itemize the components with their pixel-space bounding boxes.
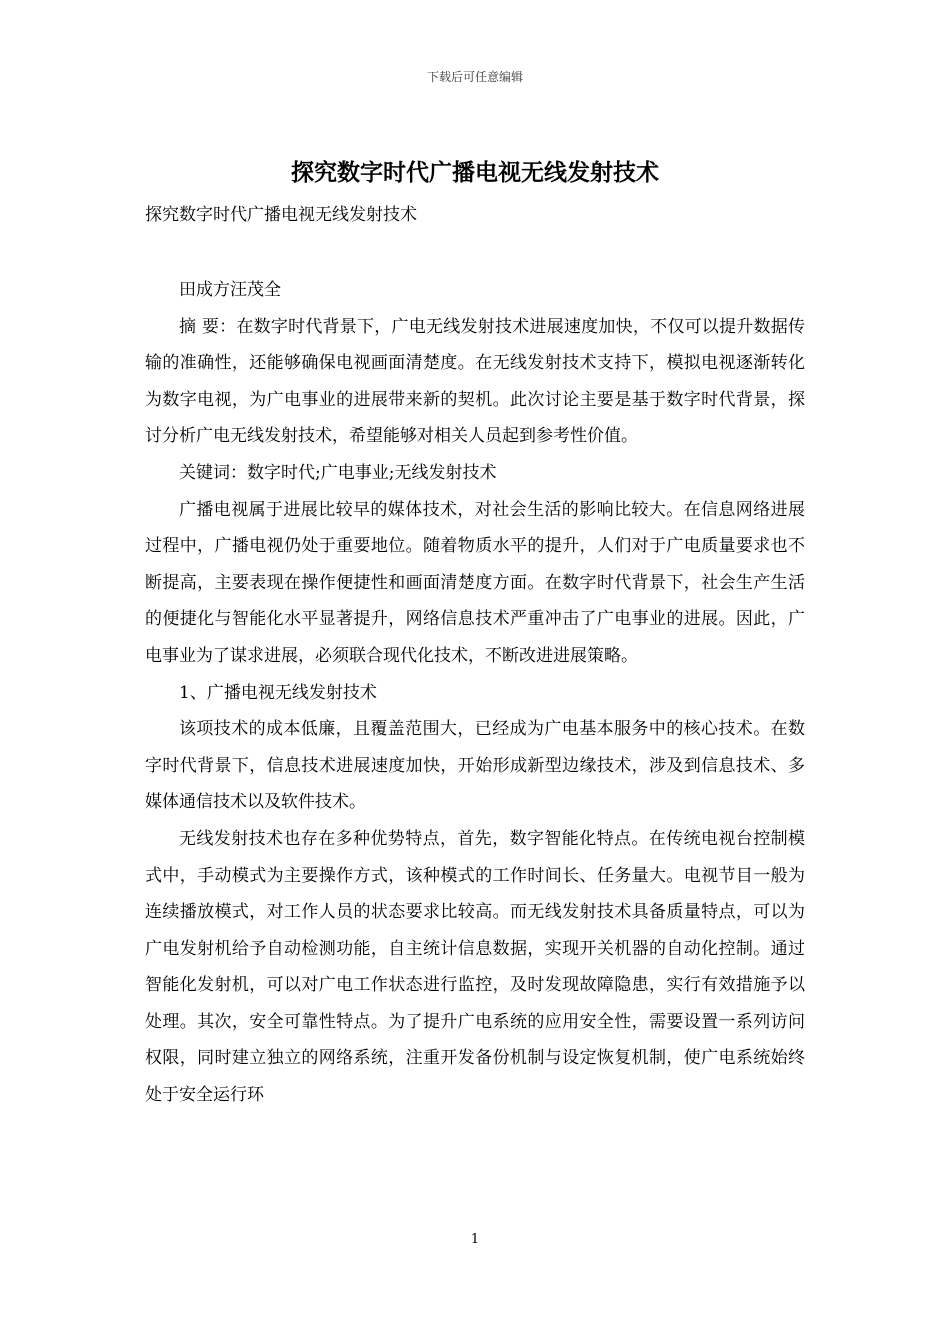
keywords-line: 关键词：数字时代;广电事业;无线发射技术 xyxy=(179,462,497,483)
body-paragraph: 广播电视属于进展比较早的媒体技术，对社会生活的影响比较大。在信息网络进展过程中，广播电视仍处于重要地位。随着物质水平的提升，人们对于广电质量要求也不断提高，主要表现在操作便捷性和画面清楚度方面。在数字时代背景下，社会生产生活的便捷化与智能化水平显著提升，网络信息技术严重冲击了广电事业的进展。因此，广电事业为了谋求进展，必须联合现代化技术，不断改进进展策略。 xyxy=(145,499,805,666)
page-header-note: 下载后可任意编辑 xyxy=(426,70,523,84)
document-title: 探究数字时代广播电视无线发射技术 xyxy=(291,159,659,186)
body-paragraph: 该项技术的成本低廉，且覆盖范围大，已经成为广电基本服务中的核心技术。在数字时代背景下，信息技术进展速度加快，开始形成新型边缘技术，涉及到信息技术、多媒体通信技术以及软件技术。 xyxy=(145,719,805,813)
abstract-paragraph: 摘 要：在数字时代背景下，广电无线发射技术进展速度加快，不仅可以提升数据传输的准确性，还能够确保电视画面清楚度。在无线发射技术支持下，模拟电视逐渐转化为数字电视，为广电事业的进展带来新的契机。此次讨论主要是基于数字时代背景，探讨分析广电无线发射技术，希望能够对相关人员起到参考性价值。 xyxy=(145,316,805,447)
body-paragraph: 无线发射技术也存在多种优势特点，首先，数字智能化特点。在传统电视台控制模式中，手动模式为主要操作方式，该种模式的工作时间长、任务量大。电视节目一般为连续播放模式，对工作人员的状态要求比较高。而无线发射技术具备质量特点，可以为广电发射机给予自动检测功能，自主统计信息数据，实现开关机器的自动化控制。通过智能化发射机，可以对广电工作状态进行监控，及时发现故障隐患，实行有效措施予以处理。其次，安全可靠性特点。为了提升广电系统的应用安全性，需要设置一系列访问权限，同时建立独立的网络系统，注重开发备份机制与设定恢复机制，使广电系统始终处于安全运行环 xyxy=(145,828,805,1106)
document-subtitle: 探究数字时代广播电视无线发射技术 xyxy=(145,205,417,225)
document-body xyxy=(145,272,805,1114)
author-line: 田成方汪茂全 xyxy=(179,280,281,300)
page-number: 1 xyxy=(470,1232,480,1247)
section-heading: 1、广播电视无线发射技术 xyxy=(179,682,377,703)
